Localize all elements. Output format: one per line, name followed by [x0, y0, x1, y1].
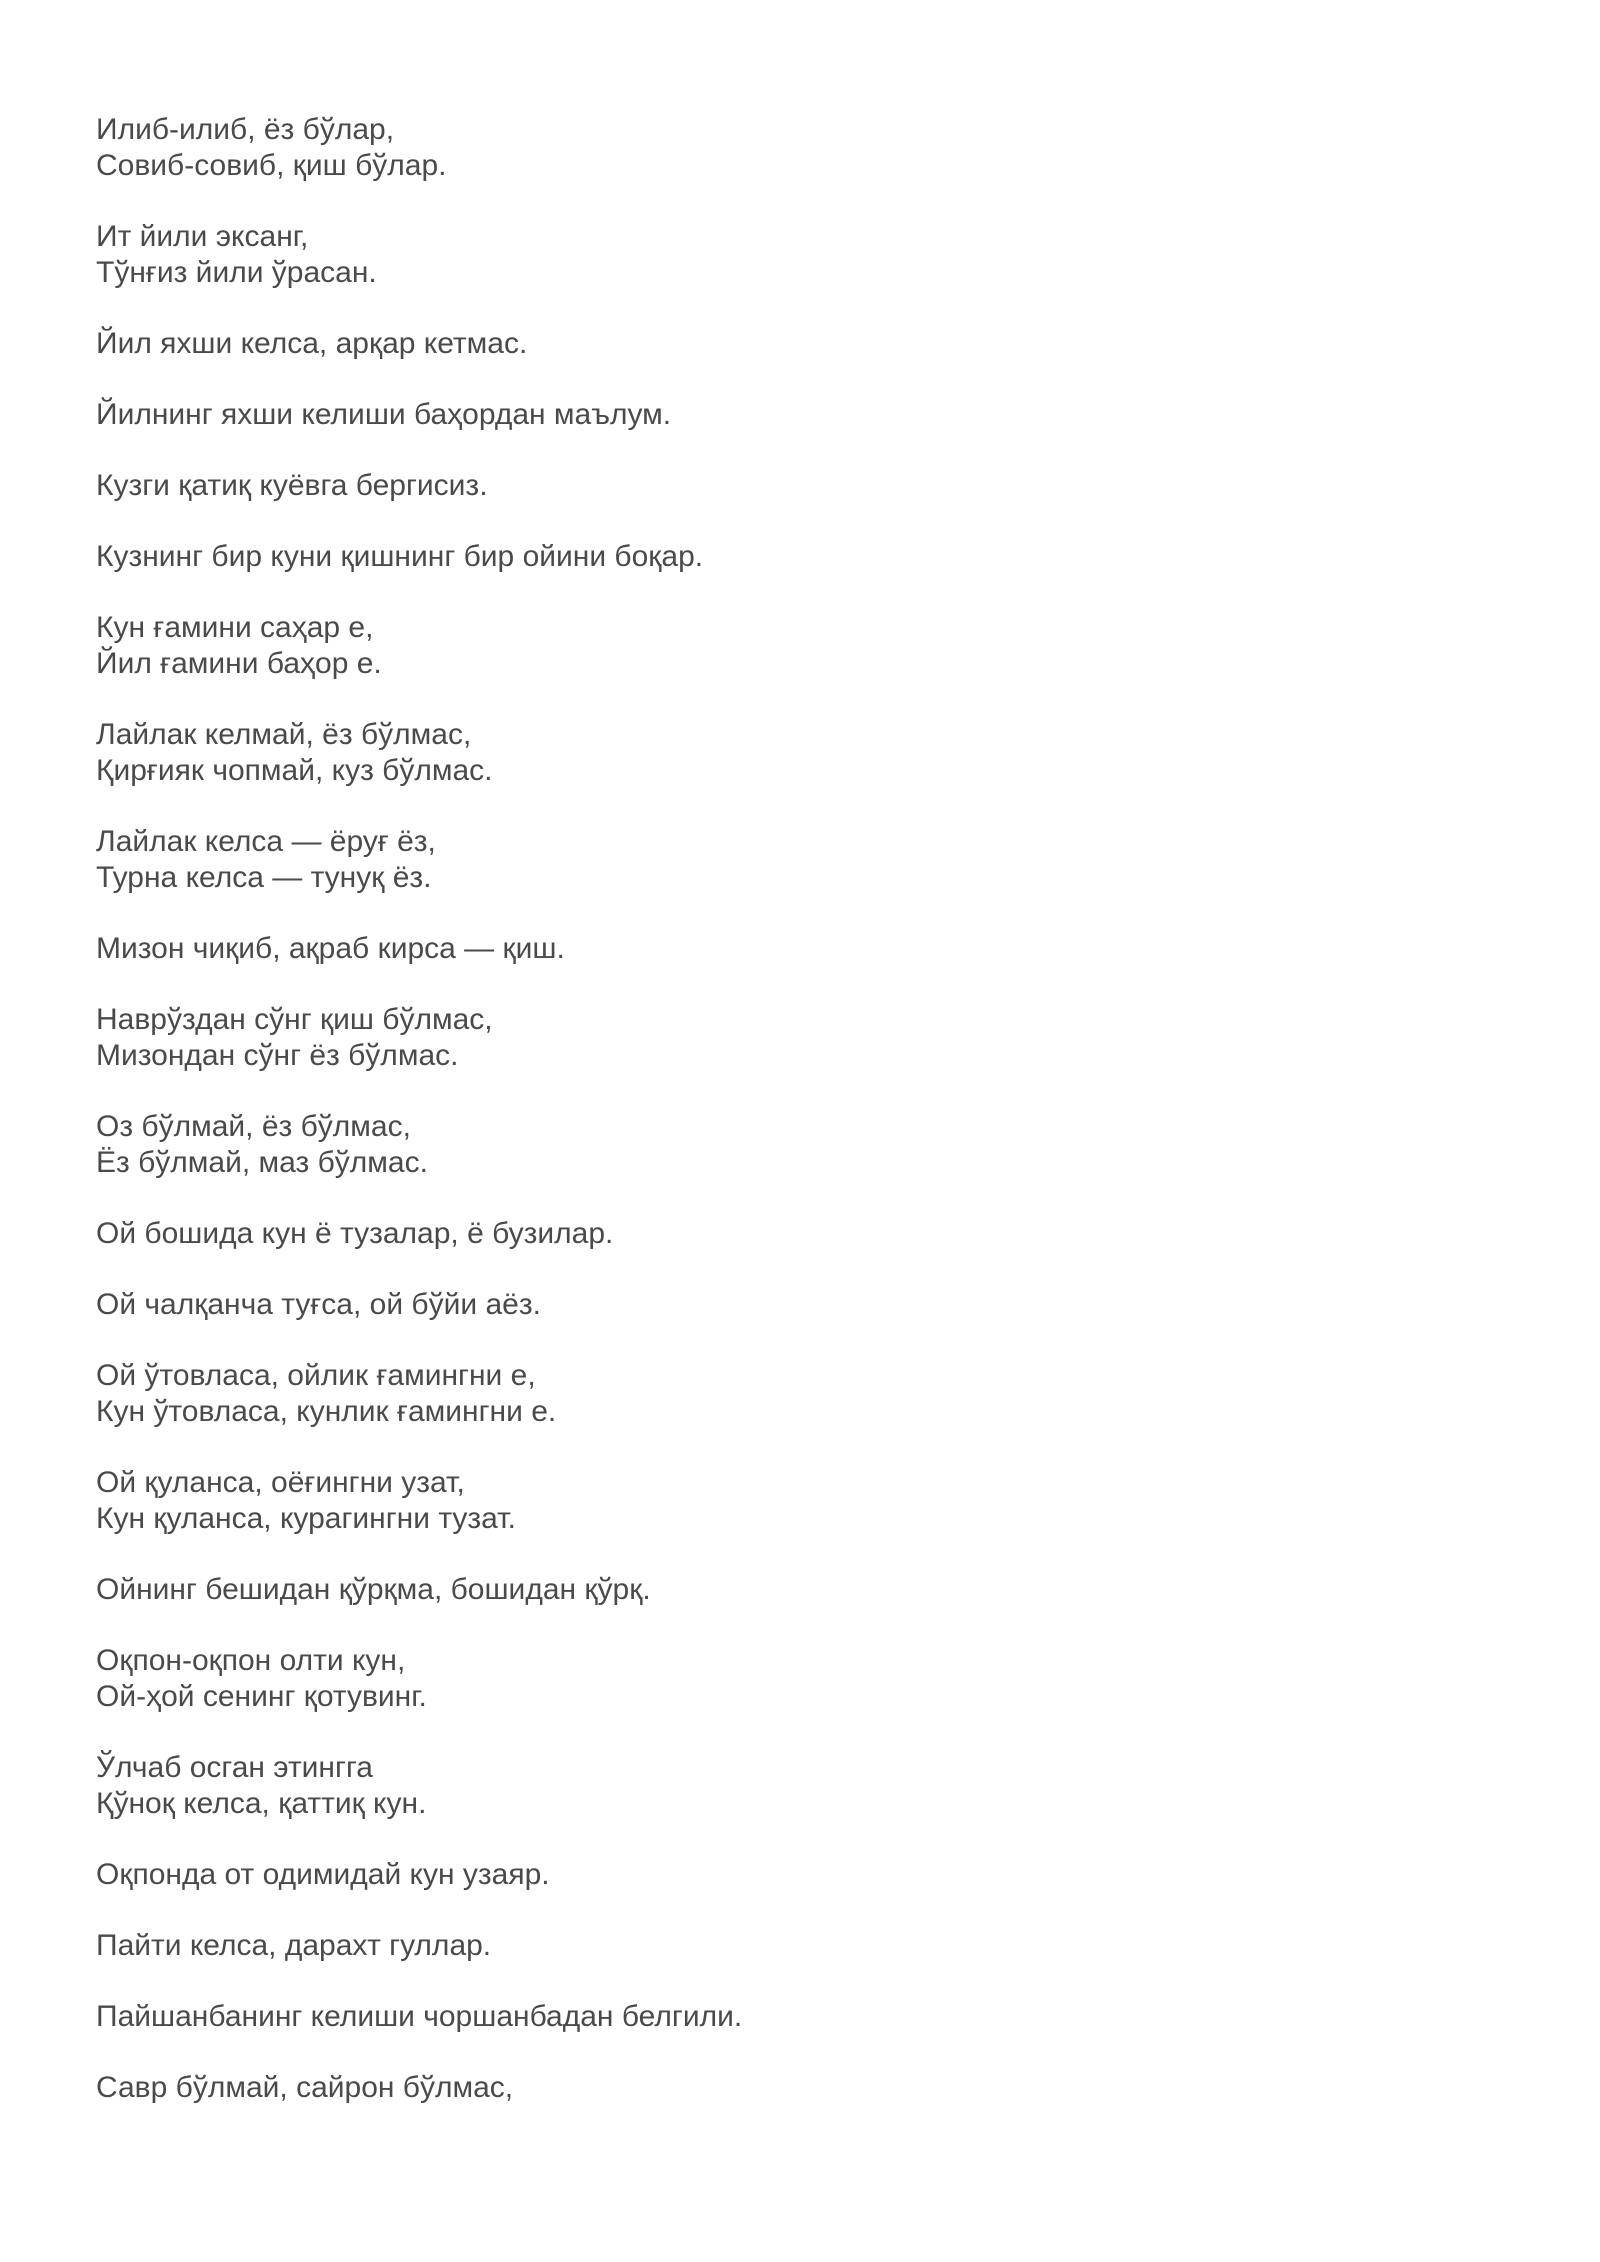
proverb-line: Ойнинг бешидан қўрқма, бошидан қўрқ. — [96, 1573, 651, 1606]
proverb-stanza — [96, 468, 1496, 504]
proverb-line: Йил яхши келса, арқар кетмас. — [96, 327, 528, 360]
proverb-line: Йилнинг яхши келиши баҳордан маълум. — [96, 398, 672, 431]
proverb-line: Ўлчаб осган этингга — [96, 1751, 373, 1784]
proverb-line: Пайти келса, дарахт гуллар. — [96, 1929, 492, 1962]
proverb-line: Кун қуланса, курагингни тузат. — [96, 1502, 516, 1535]
proverb-stanza — [96, 1287, 1496, 1323]
proverb-line: Турна келса — тунуқ ёз. — [96, 861, 432, 894]
proverb-line: Ёз бўлмай, маз бўлмас. — [96, 1146, 428, 1179]
proverb-stanza — [96, 1465, 1496, 1537]
proverb-line: Оқпон-оқпон олти кун, — [96, 1644, 406, 1677]
proverb-line: Кун ўтовласа, кунлик ғамингни е. — [96, 1395, 557, 1428]
proverb-stanza — [96, 1750, 1496, 1822]
proverb-stanza — [96, 610, 1496, 682]
proverb-line: Ой-ҳой сенинг қотувинг. — [96, 1680, 427, 1713]
proverb-stanza — [96, 717, 1496, 789]
proverb-line: Лайлак келса — ёруғ ёз, — [96, 825, 436, 858]
proverb-line: Пайшанбанинг келиши чоршанбадан белгили. — [96, 2000, 743, 2033]
proverb-line: Ит йили эксанг, — [96, 220, 309, 253]
proverb-list — [96, 112, 1496, 2141]
proverb-line: Оқпонда от одимидай кун узаяр. — [96, 1858, 550, 1891]
proverb-line: Ой чалқанча туғса, ой бўйи аёз. — [96, 1288, 541, 1321]
proverb-line: Совиб-совиб, қиш бўлар. — [96, 149, 447, 182]
proverb-stanza — [96, 539, 1496, 575]
proverb-stanza — [96, 1109, 1496, 1181]
proverb-line: Кузнинг бир куни қишнинг бир ойини боқар. — [96, 540, 704, 573]
proverb-stanza — [96, 326, 1496, 362]
proverb-stanza — [96, 1002, 1496, 1074]
proverb-stanza — [96, 1643, 1496, 1715]
proverb-line: Кузги қатиқ куёвга бергисиз. — [96, 469, 488, 502]
proverb-line: Қирғияк чопмай, куз бўлмас. — [96, 754, 493, 787]
proverb-line: Наврўздан сўнг қиш бўлмас, — [96, 1003, 493, 1036]
proverb-stanza — [96, 1358, 1496, 1430]
proverb-stanza — [96, 1857, 1496, 1893]
proverb-stanza — [96, 931, 1496, 967]
proverb-line: Йил ғамини баҳор е. — [96, 647, 382, 680]
proverb-line: Лайлак келмай, ёз бўлмас, — [96, 718, 472, 751]
proverb-stanza — [96, 1928, 1496, 1964]
proverb-line: Илиб-илиб, ёз бўлар, — [96, 113, 395, 146]
proverb-stanza — [96, 1572, 1496, 1608]
proverb-line: Қўноқ келса, қаттиқ кун. — [96, 1787, 427, 1820]
proverb-stanza — [96, 112, 1496, 184]
proverb-stanza — [96, 2070, 1496, 2106]
proverb-line: Ой бошида кун ё тузалар, ё бузилар. — [96, 1217, 614, 1250]
proverb-line: Мизон чиқиб, ақраб кирса — қиш. — [96, 932, 565, 965]
proverb-line: Оз бўлмай, ёз бўлмас, — [96, 1110, 411, 1143]
proverb-line: Мизондан сўнг ёз бўлмас. — [96, 1039, 459, 1072]
proverb-stanza — [96, 219, 1496, 291]
proverb-line: Савр бўлмай, сайрон бўлмас, — [96, 2071, 514, 2104]
proverb-line: Тўнғиз йили ўрасан. — [96, 256, 377, 289]
proverb-stanza — [96, 1999, 1496, 2035]
proverb-line: Ой қуланса, оёғингни узат, — [96, 1466, 465, 1499]
proverb-stanza — [96, 1216, 1496, 1252]
proverb-stanza — [96, 397, 1496, 433]
proverb-line: Ой ўтовласа, ойлик ғамингни е, — [96, 1359, 536, 1392]
proverb-line: Кун ғамини саҳар е, — [96, 611, 374, 644]
proverb-stanza — [96, 824, 1496, 896]
